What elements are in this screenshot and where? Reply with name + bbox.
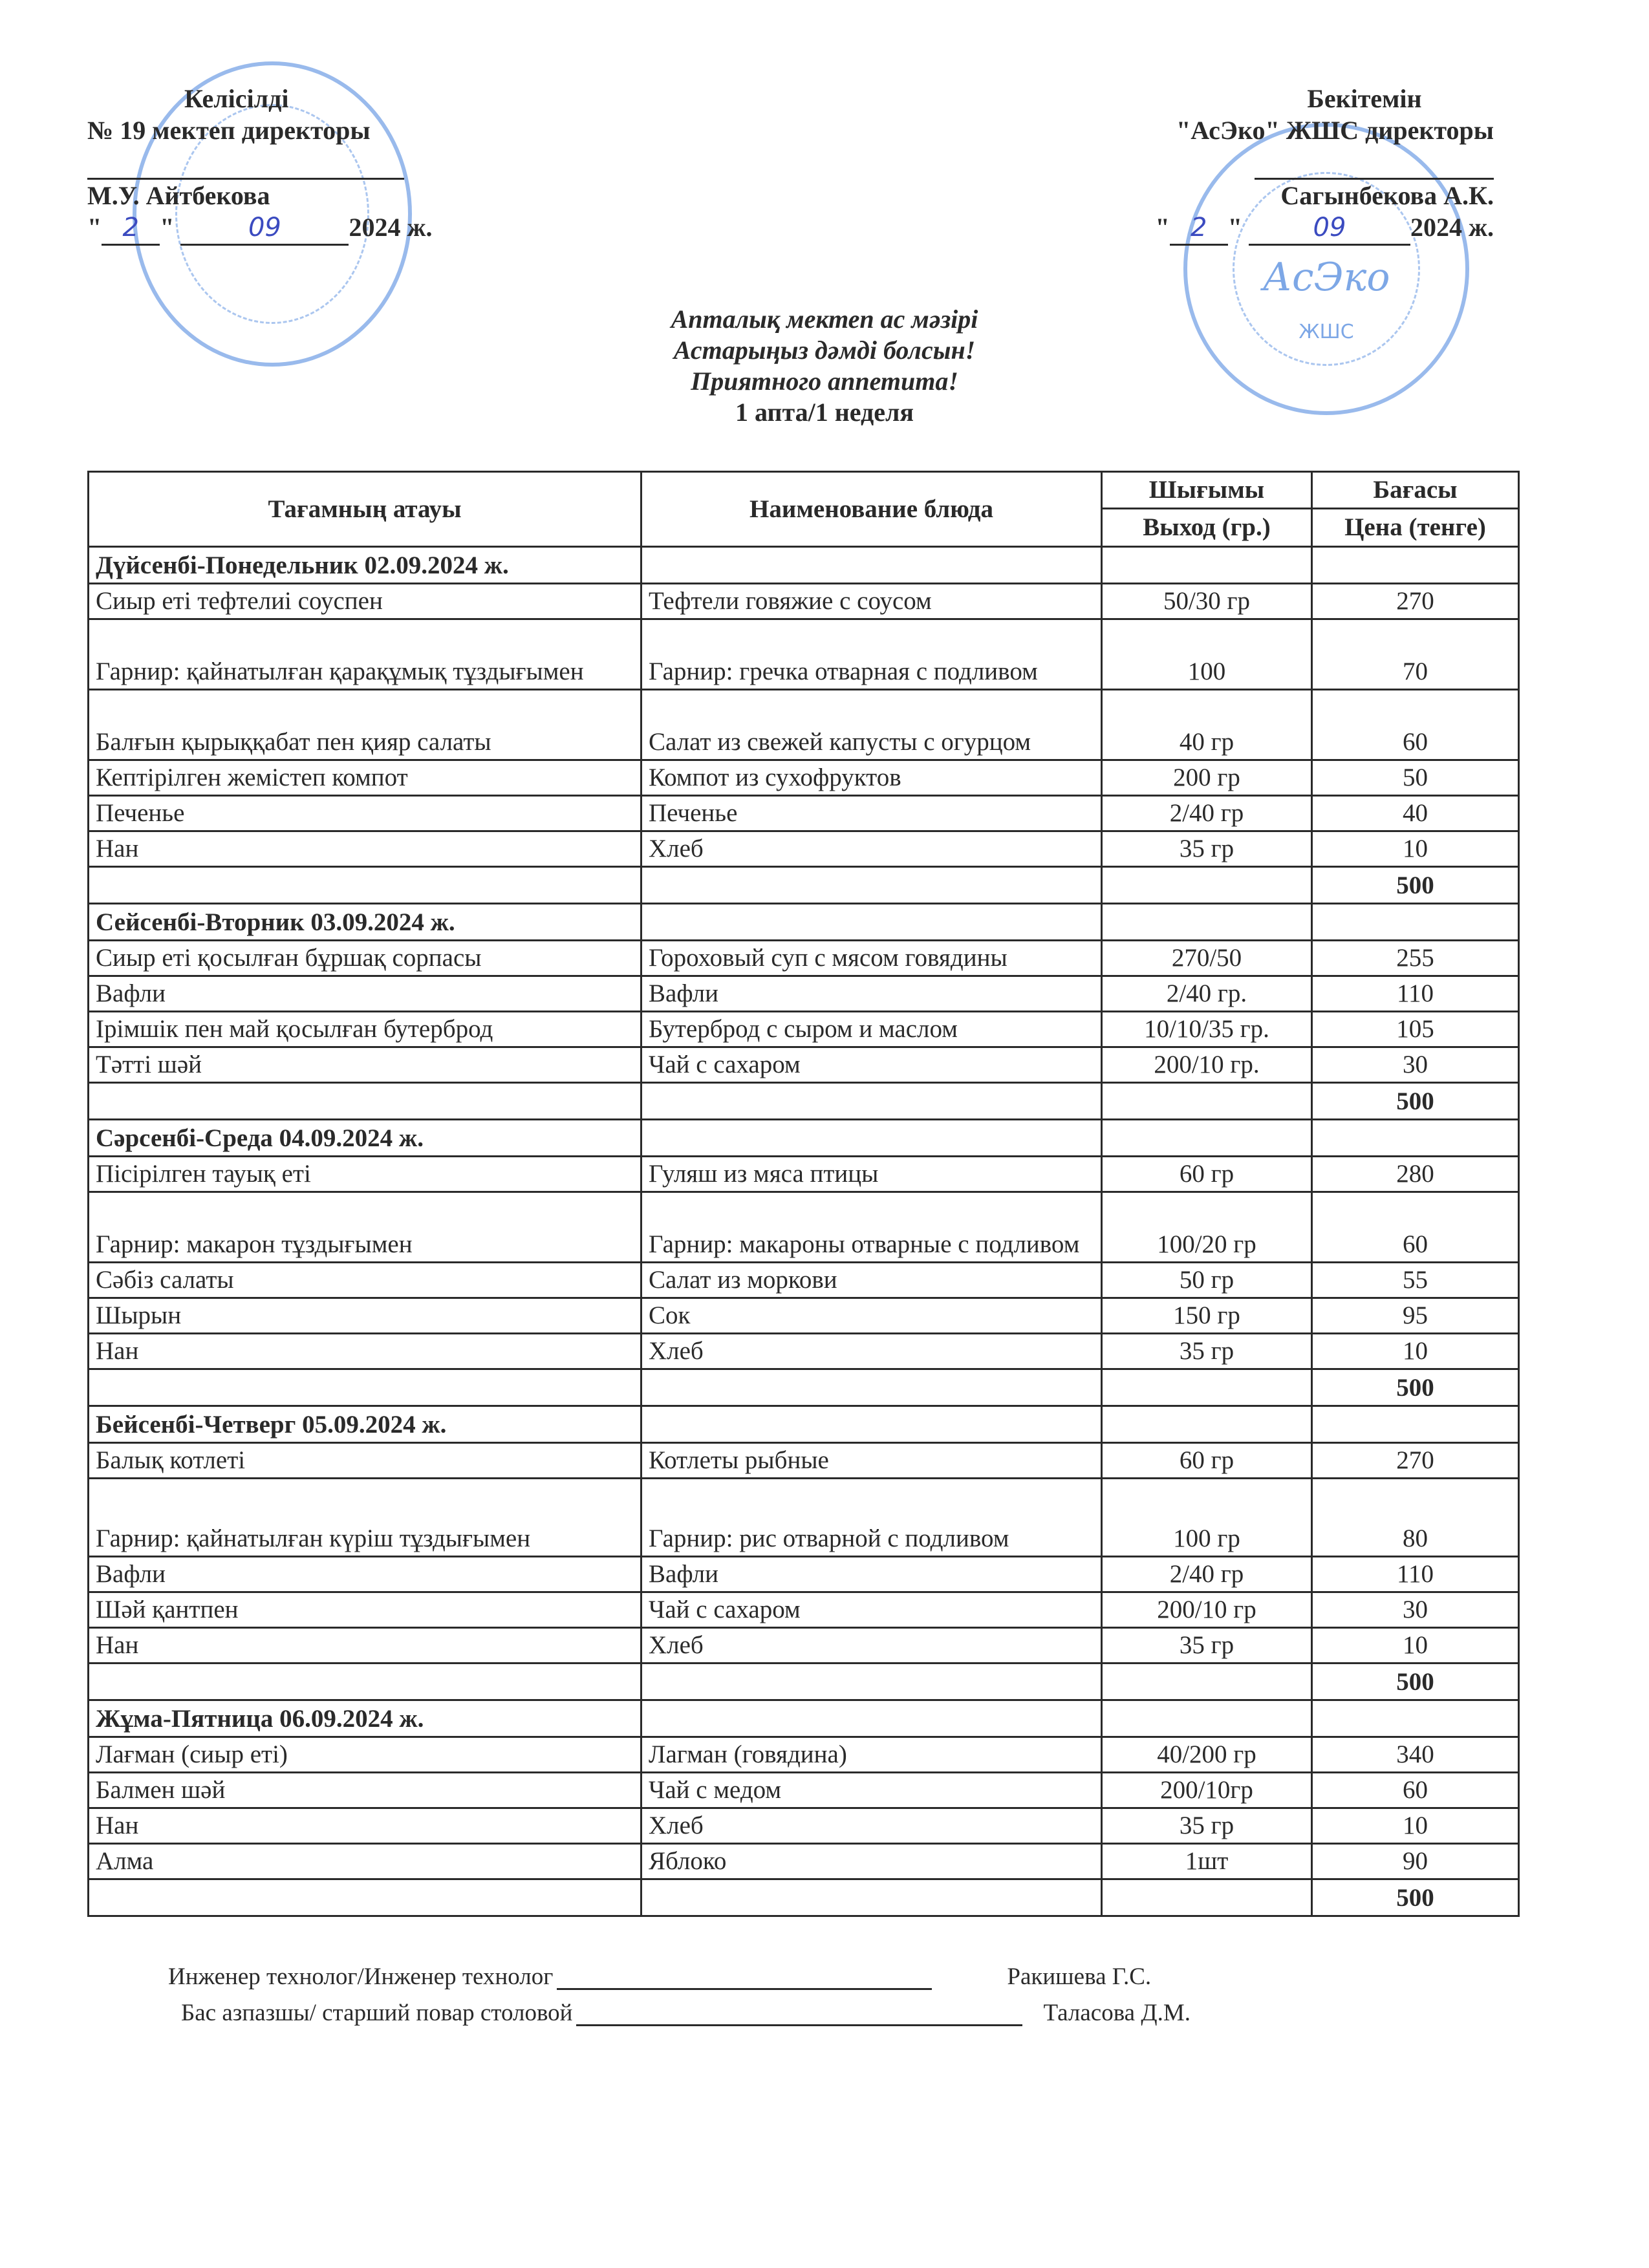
dish-name-ru: Хлеб <box>641 1808 1102 1844</box>
empty-cell <box>641 1369 1102 1406</box>
header-price-ru: Цена (тенге) <box>1312 509 1519 547</box>
dish-name-ru: Гарнир: макароны отварные с подливом <box>641 1192 1102 1263</box>
dish-yield: 100 <box>1102 619 1312 690</box>
dish-name-kz: Нан <box>89 1334 641 1369</box>
day-label: Сәрсенбі-Среда 04.09.2024 ж. <box>89 1120 641 1157</box>
menu-heading <box>582 304 1067 428</box>
date-quote: " <box>1155 213 1170 242</box>
date-day: 2 <box>1191 213 1207 242</box>
day-row <box>89 547 1519 584</box>
dish-name-ru: Гарнир: гречка отварная с подливом <box>641 619 1102 690</box>
menu-item-row <box>89 1192 1519 1263</box>
dish-yield: 50/30 гр <box>1102 584 1312 619</box>
empty-cell <box>641 1879 1102 1916</box>
empty-cell <box>1312 547 1519 584</box>
dish-yield: 100/20 гр <box>1102 1192 1312 1263</box>
approved-name: Сагынбекова А.К. <box>1280 181 1494 210</box>
dish-price: 55 <box>1312 1263 1519 1298</box>
dish-price: 10 <box>1312 1628 1519 1664</box>
day-label: Жұма-Пятница 06.09.2024 ж. <box>89 1700 641 1737</box>
dish-yield: 10/10/35 гр. <box>1102 1012 1312 1047</box>
dish-name-ru: Компот из сухофруктов <box>641 760 1102 796</box>
empty-cell <box>1312 1120 1519 1157</box>
menu-item-row <box>89 1298 1519 1334</box>
dish-name-ru: Чай с медом <box>641 1773 1102 1808</box>
empty-cell <box>641 1120 1102 1157</box>
menu-item-row <box>89 976 1519 1012</box>
dish-price: 280 <box>1312 1157 1519 1192</box>
menu-item-row <box>89 619 1519 690</box>
dish-price: 30 <box>1312 1592 1519 1628</box>
dish-name-kz: Ірімшік пен май қосылған бутерброд <box>89 1012 641 1047</box>
empty-cell <box>641 1406 1102 1443</box>
signature-line <box>557 1988 932 1990</box>
dish-yield: 150 гр <box>1102 1298 1312 1334</box>
date-quote: " <box>1227 213 1242 242</box>
empty-cell <box>1102 1879 1312 1916</box>
menu-item-row <box>89 1263 1519 1298</box>
dish-name-kz: Тәтті шәй <box>89 1047 641 1083</box>
dish-yield: 50 гр <box>1102 1263 1312 1298</box>
dish-yield: 200/10 гр. <box>1102 1047 1312 1083</box>
dish-price: 255 <box>1312 941 1519 976</box>
dish-price: 30 <box>1312 1047 1519 1083</box>
menu-item-row <box>89 941 1519 976</box>
menu-item-row <box>89 1773 1519 1808</box>
dish-price: 60 <box>1312 1773 1519 1808</box>
empty-cell <box>641 1700 1102 1737</box>
stamp-brand: АсЭко <box>1262 255 1390 300</box>
dish-name-kz: Нан <box>89 1628 641 1664</box>
dish-name-ru: Сок <box>641 1298 1102 1334</box>
signer-role: Бас азпазшы/ старший повар столовой <box>181 2000 573 2026</box>
date-month: 09 <box>248 213 281 242</box>
agreed-title: Келісілді <box>184 84 289 113</box>
empty-cell <box>1102 1664 1312 1700</box>
dish-yield: 200 гр <box>1102 760 1312 796</box>
dish-yield: 35 гр <box>1102 831 1312 867</box>
day-total-row <box>89 1083 1519 1120</box>
approved-signature-line <box>1132 146 1494 180</box>
dish-yield: 2/40 гр <box>1102 796 1312 831</box>
dish-name-kz: Пісірілген тауық еті <box>89 1157 641 1192</box>
empty-cell <box>1102 1120 1312 1157</box>
empty-cell <box>1102 904 1312 941</box>
day-total-price: 500 <box>1312 1369 1519 1406</box>
day-total-row <box>89 1879 1519 1916</box>
day-row <box>89 1120 1519 1157</box>
dish-yield: 2/40 гр <box>1102 1557 1312 1592</box>
empty-cell <box>641 867 1102 904</box>
empty-cell <box>89 867 641 904</box>
menu-item-row <box>89 760 1519 796</box>
signature-line <box>576 2024 1022 2026</box>
dish-name-ru: Вафли <box>641 1557 1102 1592</box>
approved-block <box>1132 83 1494 246</box>
dish-yield: 35 гр <box>1102 1334 1312 1369</box>
heading-line-4: 1 апта/1 неделя <box>735 398 914 427</box>
empty-cell <box>1102 1406 1312 1443</box>
dish-name-ru: Тефтели говяжие с соусом <box>641 584 1102 619</box>
empty-cell <box>1102 547 1312 584</box>
empty-cell <box>641 1083 1102 1120</box>
day-total-price: 500 <box>1312 867 1519 904</box>
date-day: 2 <box>122 213 139 242</box>
dish-name-kz: Сәбіз салаты <box>89 1263 641 1298</box>
day-total-price: 500 <box>1312 1879 1519 1916</box>
dish-yield: 60 гр <box>1102 1443 1312 1479</box>
menu-item-row <box>89 1628 1519 1664</box>
dish-price: 270 <box>1312 584 1519 619</box>
menu-body <box>89 547 1519 1916</box>
dish-name-ru: Вафли <box>641 976 1102 1012</box>
agreed-date <box>87 211 475 246</box>
dish-price: 110 <box>1312 976 1519 1012</box>
day-label: Дүйсенбі-Понедельник 02.09.2024 ж. <box>89 547 641 584</box>
dish-price: 80 <box>1312 1479 1519 1557</box>
agreed-position: № 19 мектеп директоры <box>87 116 371 145</box>
dish-yield: 40/200 гр <box>1102 1737 1312 1773</box>
menu-item-row <box>89 1012 1519 1047</box>
menu-item-row <box>89 1844 1519 1879</box>
dish-name-kz: Гарнир: қайнатылған күріш тұздығымен <box>89 1479 641 1557</box>
dish-price: 90 <box>1312 1844 1519 1879</box>
menu-item-row <box>89 1808 1519 1844</box>
agreed-name: М.У. Айтбекова <box>87 181 270 210</box>
menu-item-row <box>89 584 1519 619</box>
dish-price: 340 <box>1312 1737 1519 1773</box>
dish-name-ru: Хлеб <box>641 831 1102 867</box>
dish-name-kz: Шырын <box>89 1298 641 1334</box>
dish-name-kz: Балғын қырыққабат пен қияр салаты <box>89 690 641 760</box>
agreed-signature-line <box>87 146 475 180</box>
dish-yield: 35 гр <box>1102 1628 1312 1664</box>
empty-cell <box>641 547 1102 584</box>
dish-name-ru: Гарнир: рис отварной с подливом <box>641 1479 1102 1557</box>
day-label: Сейсенбі-Вторник 03.09.2024 ж. <box>89 904 641 941</box>
header-row <box>89 472 1519 509</box>
dish-yield: 35 гр <box>1102 1808 1312 1844</box>
menu-table <box>87 471 1520 1917</box>
agreed-block <box>87 83 475 246</box>
header-name-kz: Тағамның атауы <box>89 472 641 547</box>
dish-name-ru: Яблоко <box>641 1844 1102 1879</box>
dish-name-ru: Салат из свежей капусты с огурцом <box>641 690 1102 760</box>
date-quote: " <box>160 213 175 242</box>
menu-item-row <box>89 1157 1519 1192</box>
dish-name-kz: Сиыр еті қосылған бұршақ сорпасы <box>89 941 641 976</box>
dish-name-ru: Лагман (говядина) <box>641 1737 1102 1773</box>
menu-item-row <box>89 1047 1519 1083</box>
dish-price: 270 <box>1312 1443 1519 1479</box>
dish-name-kz: Лағман (сиыр еті) <box>89 1737 641 1773</box>
approved-date <box>1132 211 1494 246</box>
signer-row <box>168 1995 1191 2031</box>
empty-cell <box>89 1083 641 1120</box>
dish-price: 10 <box>1312 831 1519 867</box>
signer-name: Ракишева Г.С. <box>1007 1963 1152 1990</box>
dish-yield: 200/10гр <box>1102 1773 1312 1808</box>
dish-name-ru: Хлеб <box>641 1628 1102 1664</box>
menu-item-row <box>89 690 1519 760</box>
approved-title: Бекітемін <box>1307 84 1422 113</box>
empty-cell <box>89 1879 641 1916</box>
date-month: 09 <box>1313 213 1346 242</box>
empty-cell <box>641 1664 1102 1700</box>
empty-cell <box>89 1369 641 1406</box>
dish-price: 95 <box>1312 1298 1519 1334</box>
empty-cell <box>1312 1700 1519 1737</box>
empty-cell <box>89 1664 641 1700</box>
empty-cell <box>641 904 1102 941</box>
stamp-sub: ЖШС <box>1299 321 1354 343</box>
dish-name-kz: Сиыр еті тефтелиі соуспен <box>89 584 641 619</box>
day-total-row <box>89 1369 1519 1406</box>
header-yield-kz: Шығымы <box>1102 472 1312 509</box>
dish-name-kz: Вафли <box>89 976 641 1012</box>
empty-cell <box>1102 1369 1312 1406</box>
dish-price: 50 <box>1312 760 1519 796</box>
header-price-kz: Бағасы <box>1312 472 1519 509</box>
dish-price: 70 <box>1312 619 1519 690</box>
footer-signatures <box>168 1959 1191 2031</box>
dish-name-ru: Чай с сахаром <box>641 1592 1102 1628</box>
dish-name-kz: Алма <box>89 1844 641 1879</box>
date-quote: " <box>87 213 102 242</box>
menu-item-row <box>89 1557 1519 1592</box>
dish-yield: 60 гр <box>1102 1157 1312 1192</box>
dish-name-kz: Вафли <box>89 1557 641 1592</box>
approved-position: "АсЭко" ЖШС директоры <box>1176 116 1494 145</box>
dish-name-kz: Гарнир: макарон тұздығымен <box>89 1192 641 1263</box>
dish-yield: 270/50 <box>1102 941 1312 976</box>
empty-cell <box>1312 1406 1519 1443</box>
signer-name: Таласова Д.М. <box>1043 2000 1191 2026</box>
dish-name-kz: Гарнир: қайнатылған қарақұмық тұздығымен <box>89 619 641 690</box>
dish-name-kz: Шәй қантпен <box>89 1592 641 1628</box>
dish-yield: 100 гр <box>1102 1479 1312 1557</box>
heading-line-3: Приятного аппетита! <box>691 367 958 396</box>
menu-item-row <box>89 1592 1519 1628</box>
dish-name-ru: Салат из моркови <box>641 1263 1102 1298</box>
menu-item-row <box>89 1334 1519 1369</box>
day-row <box>89 1406 1519 1443</box>
dish-price: 10 <box>1312 1334 1519 1369</box>
day-total-price: 500 <box>1312 1083 1519 1120</box>
dish-yield: 200/10 гр <box>1102 1592 1312 1628</box>
day-total-row <box>89 867 1519 904</box>
header-name-ru: Наименование блюда <box>641 472 1102 547</box>
dish-price: 10 <box>1312 1808 1519 1844</box>
dish-name-kz: Нан <box>89 831 641 867</box>
date-year: 2024 ж. <box>1410 213 1494 242</box>
day-total-price: 500 <box>1312 1664 1519 1700</box>
dish-yield: 40 гр <box>1102 690 1312 760</box>
day-label: Бейсенбі-Четверг 05.09.2024 ж. <box>89 1406 641 1443</box>
menu-item-row <box>89 1443 1519 1479</box>
dish-yield: 1шт <box>1102 1844 1312 1879</box>
empty-cell <box>1102 1700 1312 1737</box>
dish-name-ru: Бутерброд с сыром и маслом <box>641 1012 1102 1047</box>
header-yield-ru: Выход (гр.) <box>1102 509 1312 547</box>
day-row <box>89 1700 1519 1737</box>
signer-role: Инженер технолог/Инженер технолог <box>168 1963 554 1990</box>
empty-cell <box>1102 1083 1312 1120</box>
dish-name-ru: Гороховый суп с мясом говядины <box>641 941 1102 976</box>
dish-price: 40 <box>1312 796 1519 831</box>
day-total-row <box>89 1664 1519 1700</box>
dish-name-kz: Печенье <box>89 796 641 831</box>
dish-name-ru: Хлеб <box>641 1334 1102 1369</box>
menu-item-row <box>89 1479 1519 1557</box>
empty-cell <box>1312 904 1519 941</box>
empty-cell <box>1102 867 1312 904</box>
dish-price: 105 <box>1312 1012 1519 1047</box>
dish-name-kz: Кептірілген жемістеп компот <box>89 760 641 796</box>
dish-name-ru: Гуляш из мяса птицы <box>641 1157 1102 1192</box>
menu-item-row <box>89 831 1519 867</box>
menu-item-row <box>89 796 1519 831</box>
menu-item-row <box>89 1737 1519 1773</box>
dish-name-ru: Чай с сахаром <box>641 1047 1102 1083</box>
heading-line-2: Астарыңыз дәмді болсын! <box>673 336 976 365</box>
dish-price: 110 <box>1312 1557 1519 1592</box>
dish-name-ru: Котлеты рыбные <box>641 1443 1102 1479</box>
dish-yield: 2/40 гр. <box>1102 976 1312 1012</box>
dish-name-kz: Балмен шәй <box>89 1773 641 1808</box>
dish-name-kz: Балық котлеті <box>89 1443 641 1479</box>
dish-price: 60 <box>1312 690 1519 760</box>
signer-row <box>168 1959 1191 1995</box>
date-year: 2024 ж. <box>349 213 433 242</box>
heading-line-1: Апталық мектеп ас мәзірі <box>671 305 978 334</box>
dish-name-kz: Нан <box>89 1808 641 1844</box>
dish-name-ru: Печенье <box>641 796 1102 831</box>
dish-price: 60 <box>1312 1192 1519 1263</box>
day-row <box>89 904 1519 941</box>
